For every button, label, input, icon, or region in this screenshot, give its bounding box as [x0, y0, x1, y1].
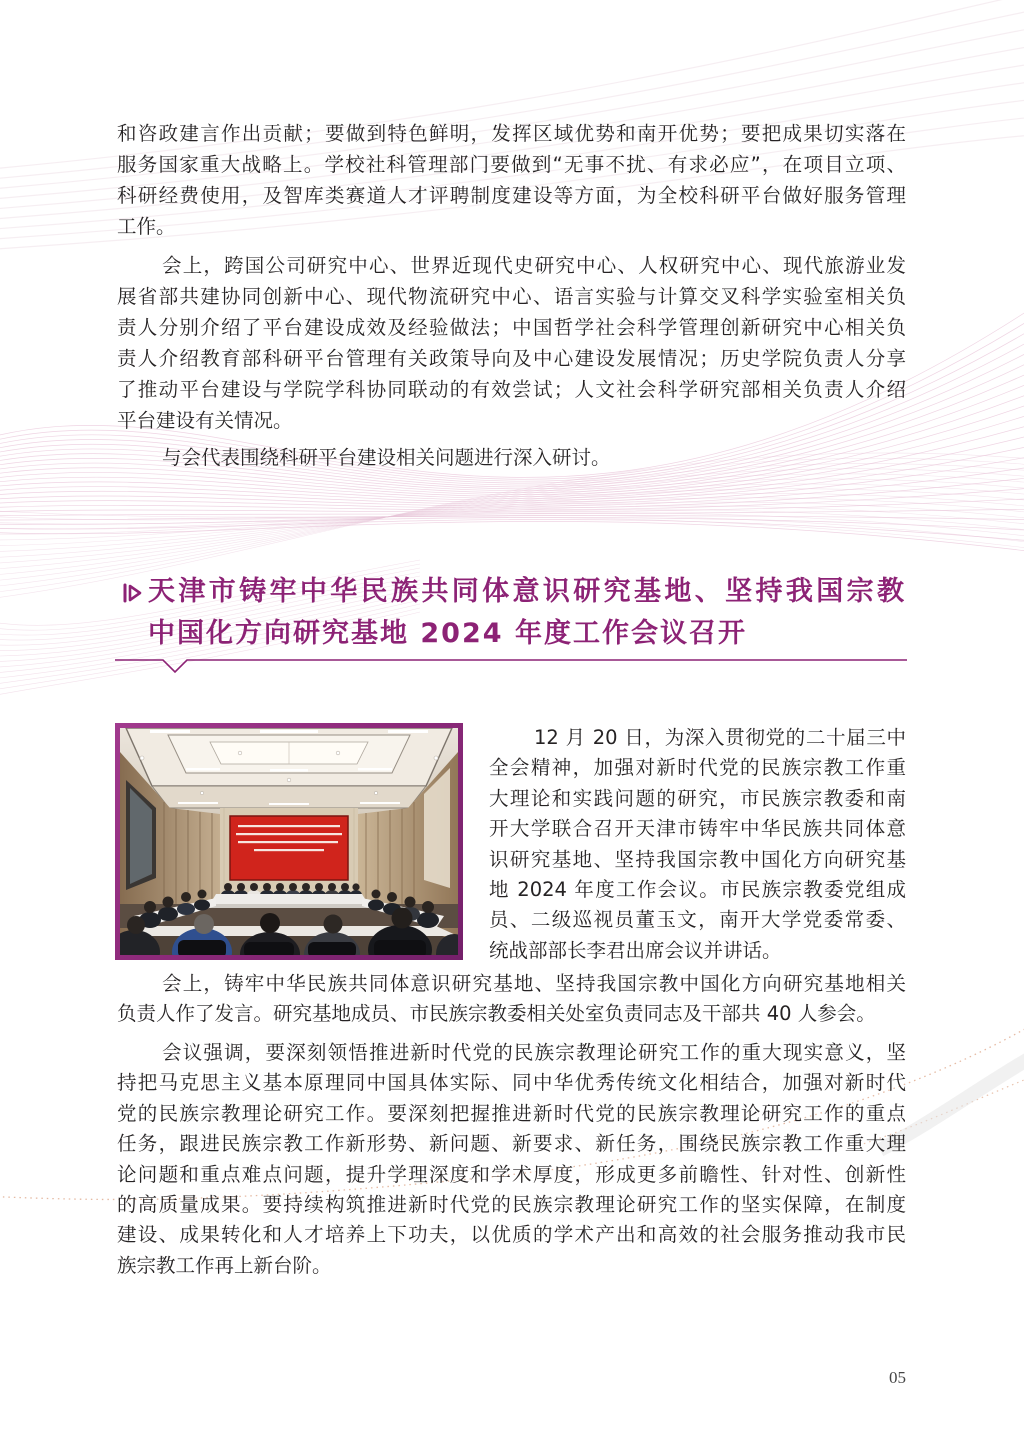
text-line: 统战部部长李君出席会议并讲话。 — [489, 938, 782, 962]
title-divider — [113, 655, 909, 677]
text-line: 员、二级巡视员董玉文，南开大学党委常委、 — [489, 908, 906, 932]
text-line: 了推动平台建设与学院学科协同联动的有效尝试；人文社会科学研究部相关负责人介绍 — [117, 378, 906, 401]
title-line: 中国化方向研究基地 2024 年度工作会议召开 — [148, 618, 747, 649]
intro-paragraph — [117, 250, 906, 436]
text-line: 地 2024 年度工作会议。市民族宗教委党组成 — [489, 877, 906, 901]
text-line: 平台建设有关情况。 — [117, 409, 293, 432]
text-line: 建设、成果转化和人才培养上下功夫，以优质的学术产出和高效的社会服务推动我市民 — [117, 1223, 906, 1247]
text-line: 任务，跟进民族宗教工作新形势、新问题、新要求、新任务，围绕民族宗教工作重大理 — [117, 1132, 906, 1156]
wave-line — [0, 510, 1024, 532]
text-line: 科研经费使用，及智库类赛道人才评聘制度建设等方面，为全校科研平台做好服务管理 — [117, 184, 906, 207]
wave-line — [0, 469, 1024, 582]
text-line: 全会精神，加强对新时代党的民族宗教工作重 — [489, 756, 906, 780]
text-line: 服务国家重大战略上。学校社科管理部门要做到“无事不扰、有求必应”，在项目立项、 — [117, 153, 906, 176]
intro-paragraph — [117, 442, 906, 473]
wave-line — [0, 464, 1024, 588]
wave-line — [0, 474, 1024, 576]
article-paragraph — [117, 969, 906, 1030]
text-line: 大理论和实践问题的研究，市民族宗教委和南 — [489, 786, 906, 810]
text-line: 会上，跨国公司研究中心、世界近现代史研究中心、人权研究中心、现代旅游业发 — [162, 254, 906, 277]
text-line: 12 月 20 日，为深入贯彻党的二十届三中 — [534, 726, 906, 749]
red-screen — [230, 816, 348, 880]
text-line: 展省部共建协同创新中心、现代物流研究中心、语言实验与计算交叉科学实验室相关负 — [117, 285, 906, 308]
text-line: 族宗教工作再上新台阶。 — [117, 1253, 332, 1277]
text-line: 的高质量成果。要持续构筑推进新时代党的民族宗教理论研究工作的坚实保障，在制度 — [117, 1192, 906, 1216]
text-line: 工作。 — [117, 215, 176, 238]
text-line: 责人介绍教育部科研平台管理有关政策导向及中心建设发展情况；历史学院负责人分享 — [117, 347, 906, 370]
text-line: 会上，铸牢中华民族共同体意识研究基地、坚持我国宗教中国化方向研究基地相关 — [162, 972, 906, 995]
text-line: 与会代表围绕科研平台建设相关问题进行深入研讨。 — [162, 446, 611, 469]
text-line: 和咨政建言作出贡献；要做到特色鲜明，发挥区域优势和南开优势；要把成果切实落在 — [117, 122, 906, 145]
text-line: 党的民族宗教理论研究工作。要深刻把握推进新时代党的民族宗教理论研究工作的重点 — [117, 1101, 906, 1125]
text-line: 识研究基地、坚持我国宗教中国化方向研究基 — [489, 847, 906, 871]
text-line: 会议强调，要深刻领悟推进新时代党的民族宗教理论研究工作的重大现实意义，坚 — [162, 1041, 906, 1064]
text-line: 负责人作了发言。研究基地成员、市民族宗教委相关处室负责同志及干部共 40 人参会。 — [117, 1002, 876, 1026]
page-number: 05 — [889, 1368, 906, 1387]
text-line: 持把马克思主义基本原理同中国具体实际、同中华优秀传统文化相结合，加强对新时代 — [117, 1071, 906, 1095]
article-title — [148, 571, 906, 655]
meeting-photo-image — [120, 728, 458, 955]
text-line: 论问题和重点难点问题，提升学理深度和学术厚度，形成更多前瞻性、针对性、创新性 — [117, 1162, 906, 1186]
text-line: 责人分别介绍了平台建设成效及经验做法；中国哲学社会科学管理创新研究中心相关负 — [117, 316, 906, 339]
text-line: 开大学联合召开天津市铸牢中华民族共同体意 — [489, 817, 906, 841]
caret-right-icon — [122, 582, 144, 604]
title-line: 天津市铸牢中华民族共同体意识研究基地、坚持我国宗教 — [148, 576, 906, 607]
intro-paragraph — [117, 118, 906, 242]
article-lead-paragraph — [489, 723, 906, 966]
meeting-photo — [115, 723, 463, 960]
article-paragraph — [117, 1038, 906, 1281]
